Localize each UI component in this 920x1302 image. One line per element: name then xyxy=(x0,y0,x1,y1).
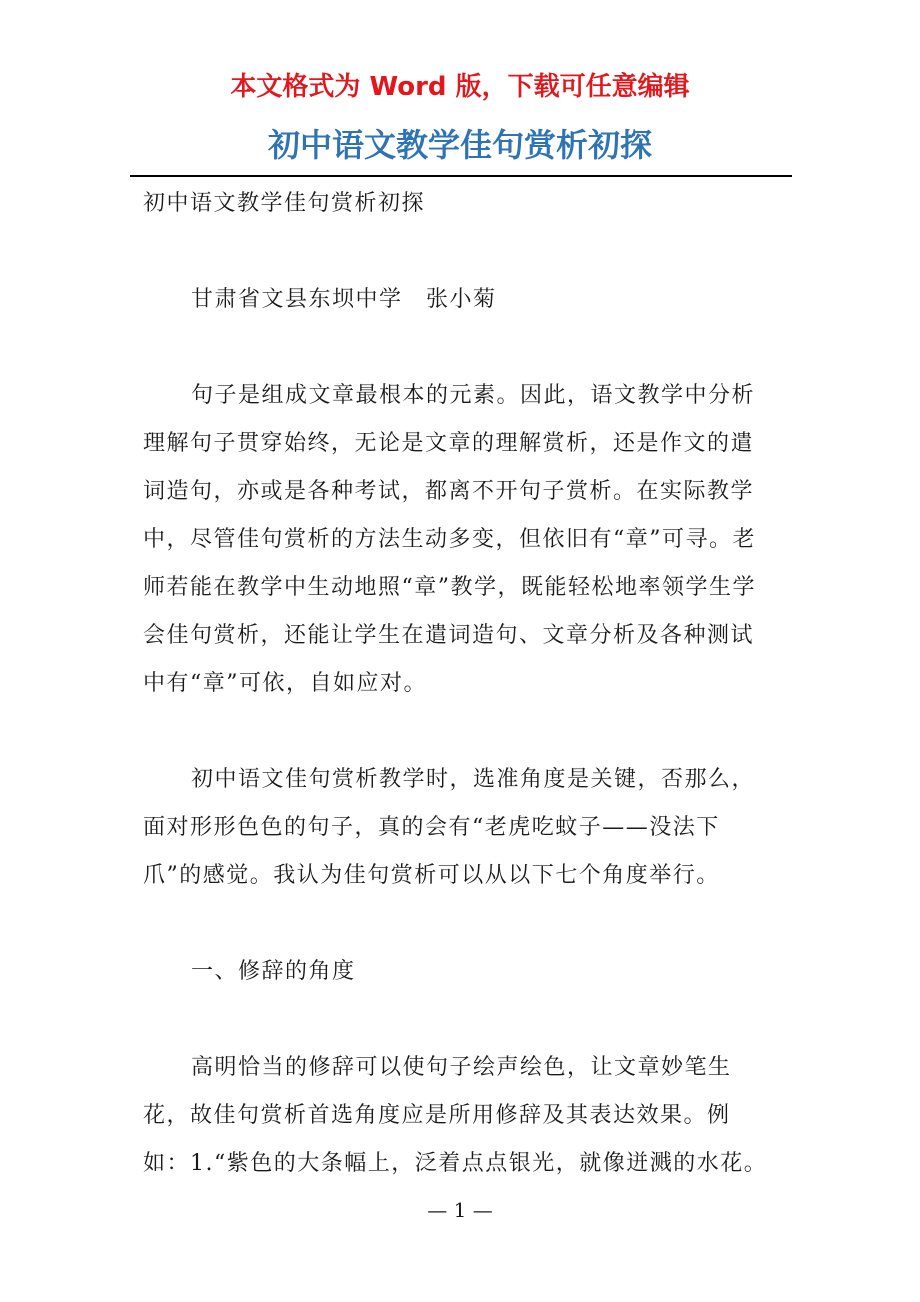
document-title: 初中语文教学佳句赏析初探 xyxy=(267,126,652,164)
paragraph-intro: 句子是组成文章最根本的元素。因此，语文教学中分析理解句子贯穿始终，无论是文章的理解赏析，还是作文的遣词造句，亦或是各种考试，都离不开句子赏析。在实际教学中，尽管佳句赏析的方法生动多变，但依旧有“章”可寻。老师若能在教学中生动地照“章”教学，既能轻松地率领学生学会佳句赏析，还能让学生在遣词造句、文章分析及各种测试中有“章”可依，自如应对。 xyxy=(143,383,756,696)
document-body xyxy=(143,180,773,1188)
header-divider xyxy=(130,175,792,177)
section-heading-rhetoric: 一、修辞的角度 xyxy=(191,959,356,984)
paragraph-rhetoric: 高明恰当的修辞可以使句子绘声绘色，让文章妙笔生花，故佳句赏析首选角度应是所用修辞及其表达效果。例如：1.“紫色的大条幅上，泛着点点银光，就像迸溅的水花。 xyxy=(143,1055,768,1176)
author-line: 甘肃省文县东坝中学 张小菊 xyxy=(191,287,497,312)
page-number: — 1 — xyxy=(427,1198,493,1222)
format-notice-banner: 本文格式为 Word 版，下载可任意编辑 xyxy=(230,72,690,102)
paragraph-angles: 初中语文佳句赏析教学时，选准角度是关键，否那么，面对形形色色的句子，真的会有“老虎吃蚊子——没法下爪”的感觉。我认为佳句赏析可以从以下七个角度举行。 xyxy=(143,767,756,888)
article-title-line: 初中语文教学佳句赏析初探 xyxy=(143,191,426,216)
